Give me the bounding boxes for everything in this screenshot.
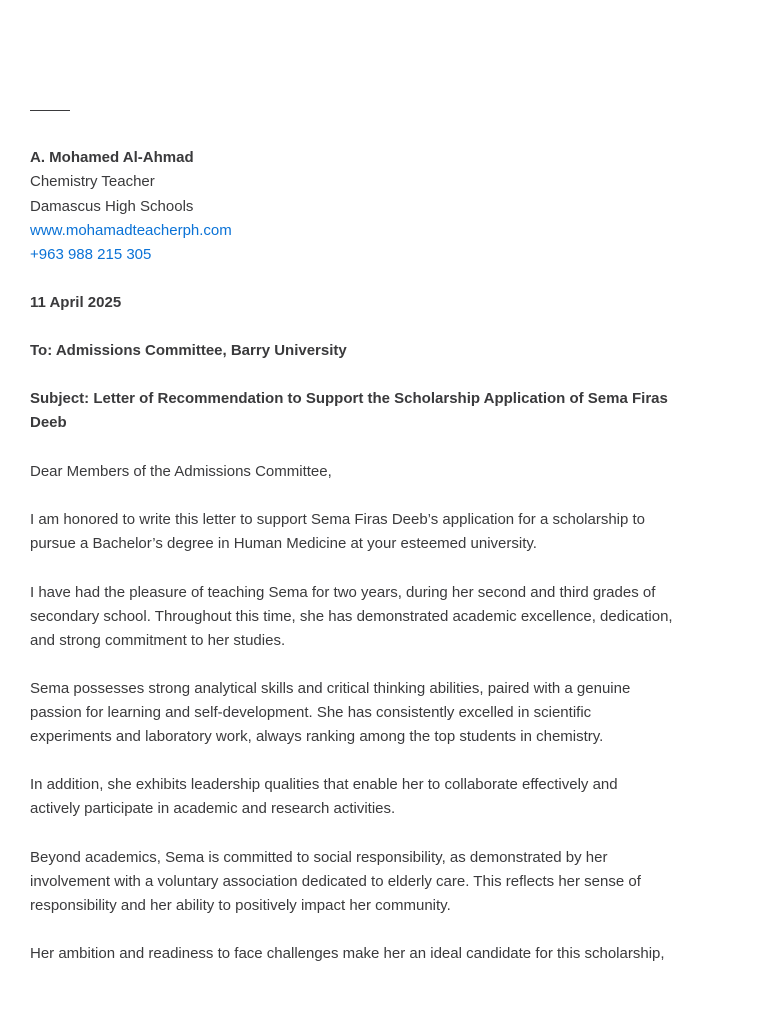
paragraph-1-line-2: pursue a Bachelor’s degree in Human Medicine at your esteemed university.	[30, 535, 537, 552]
sender-title: Chemistry Teacher	[30, 173, 155, 190]
letter-date: 11 April 2025	[30, 294, 122, 311]
paragraph-2-line-1: I have had the pleasure of teaching Sema for two years, during her second and third grades of	[30, 584, 656, 601]
recipient-line: To: Admissions Committee, Barry University	[30, 342, 347, 359]
sender-school: Damascus High Schools	[30, 198, 194, 215]
subject-line-2: Deeb	[30, 414, 67, 431]
paragraph-1-line-1: I am honored to write this letter to support Sema Firas Deeb’s application for a scholarship to	[30, 511, 646, 528]
sender-website-link[interactable]: www.mohamadteacherph.com	[30, 222, 232, 239]
sender-name: A. Mohamed Al-Ahmad	[30, 149, 194, 166]
paragraph-5-line-2: involvement with a voluntary association dedicated to elderly care. This reflects her sense of	[30, 873, 641, 890]
paragraph-3-line-3: experiments and laboratory work, always ranking among the top students in chemistry.	[30, 728, 604, 745]
paragraph-5-line-1: Beyond academics, Sema is committed to social responsibility, as demonstrated by her	[30, 849, 608, 866]
paragraph-4-line-1: In addition, she exhibits leadership qualities that enable her to collaborate effectively and	[30, 776, 618, 793]
paragraph-5-line-3: responsibility and her ability to positively impact her community.	[30, 897, 451, 914]
salutation: Dear Members of the Admissions Committee,	[30, 463, 332, 480]
paragraph-3-line-2: passion for learning and self-development. She has consistently excelled in scientific	[30, 704, 592, 721]
header-rule	[30, 110, 70, 111]
paragraph-4-line-2: actively participate in academic and research activities.	[30, 800, 396, 817]
sender-phone-link[interactable]: +963 988 215 305	[30, 246, 152, 263]
paragraph-6-line-1: Her ambition and readiness to face challenges make her an ideal candidate for this scholarship,	[30, 945, 665, 962]
subject-line-1: Subject: Letter of Recommendation to Support the Scholarship Application of Sema Firas	[30, 390, 668, 407]
paragraph-2-line-3: and strong commitment to her studies.	[30, 632, 286, 649]
paragraph-2-line-2: secondary school. Throughout this time, she has demonstrated academic excellence, dedication,	[30, 608, 673, 625]
paragraph-3-line-1: Sema possesses strong analytical skills and critical thinking abilities, paired with a genuine	[30, 680, 631, 697]
